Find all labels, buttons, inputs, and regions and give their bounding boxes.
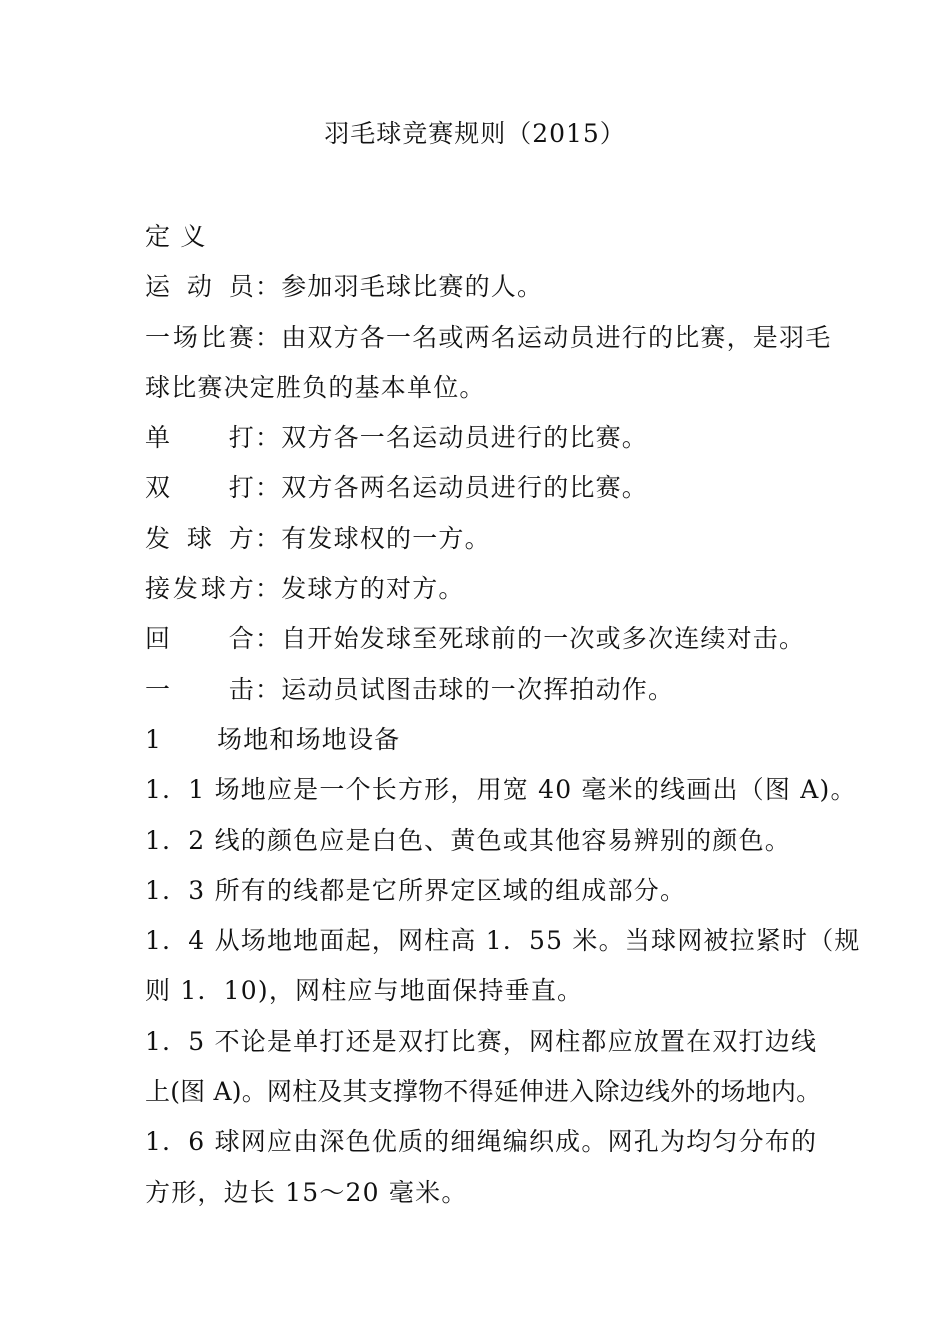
rule-line [145, 1117, 818, 1167]
definition-line [145, 665, 810, 715]
rule-line [145, 866, 810, 916]
definition-text: 双方各一名运动员进行的比赛。 [281, 423, 649, 453]
rule-text: 球网应由深色优质的细绳编织成。网孔为均匀分布的 [214, 1127, 818, 1157]
rule-number: 1．6 [145, 1127, 206, 1157]
rule-line [145, 816, 810, 866]
definition-text: 参加羽毛球比赛的人。 [281, 272, 544, 302]
definition-term: 运动员 [145, 272, 255, 302]
rule-number: 1．5 [145, 1026, 206, 1056]
definition-line [145, 413, 810, 463]
rule-text: 线的颜色应是白色、黄色或其他容易辨别的颜色。 [214, 825, 791, 855]
definition-line [145, 564, 810, 614]
definition-line [145, 514, 810, 564]
rule-text: 所有的线都是它所界定区域的组成部分。 [214, 875, 687, 905]
definition-term: 双打 [145, 473, 255, 503]
rule-number: 1．1 [145, 775, 206, 805]
colon: ： [255, 473, 282, 503]
definitions-heading: 定 义 [145, 222, 207, 251]
colon: ： [255, 624, 282, 654]
section-title: 场地和场地设备 [217, 724, 401, 754]
rule-number: 1．2 [145, 825, 206, 855]
rule-number: 1．3 [145, 875, 206, 905]
rule-line [145, 765, 857, 815]
definition-text: 有发球权的一方。 [281, 523, 491, 553]
definition-term: 接发球方 [145, 574, 255, 604]
definition-text: 发球方的对方。 [281, 574, 465, 604]
definition-term: 单打 [145, 423, 255, 453]
definition-term: 发球方 [145, 523, 255, 553]
definition-term: 一场比赛 [145, 322, 255, 352]
definition-continuation: 球比赛决定胜负的基本单位。 [145, 372, 486, 402]
rule-line [145, 1017, 818, 1067]
document-body [145, 212, 861, 1218]
colon: ： [255, 523, 282, 553]
rule-continuation: 则 1．10)，网柱应与地面保持垂直。 [145, 976, 584, 1006]
definition-text: 由双方各一名或两名运动员进行的比赛，是羽毛 [281, 322, 832, 352]
section-heading [145, 715, 810, 765]
definition-term: 回合 [145, 624, 255, 654]
rule-text: 场地应是一个长方形，用宽 40 毫米的线画出（图 A)。 [214, 775, 857, 805]
rule-continuation: 上(图 A)。网柱及其支撑物不得延伸进入除边线外的场地内。 [145, 1077, 822, 1107]
rule-text: 从场地地面起，网柱高 1．55 米。当球网被拉紧时（规 [214, 926, 861, 956]
rule-line [145, 916, 861, 966]
document-title: 羽毛球竞赛规则（2015） [324, 119, 626, 148]
definition-line [145, 313, 832, 363]
colon: ： [255, 423, 282, 453]
definition-line [145, 463, 810, 513]
definition-text: 自开始发球至死球前的一次或多次连续对击。 [281, 624, 806, 654]
definition-line [145, 614, 810, 664]
definition-text: 运动员试图击球的一次挥拍动作。 [281, 674, 675, 704]
rule-text: 不论是单打还是双打比赛，网柱都应放置在双打边线 [214, 1026, 818, 1056]
definition-line [145, 262, 810, 312]
colon: ： [255, 322, 282, 352]
colon: ： [255, 574, 282, 604]
rule-continuation: 方形，边长 15～20 毫米。 [145, 1177, 468, 1207]
rule-number: 1．4 [145, 926, 206, 956]
colon: ： [255, 272, 282, 302]
definition-text: 双方各两名运动员进行的比赛。 [281, 473, 649, 503]
definition-term: 一击 [145, 674, 255, 704]
section-number: 1 [145, 724, 163, 754]
colon: ： [255, 674, 282, 704]
